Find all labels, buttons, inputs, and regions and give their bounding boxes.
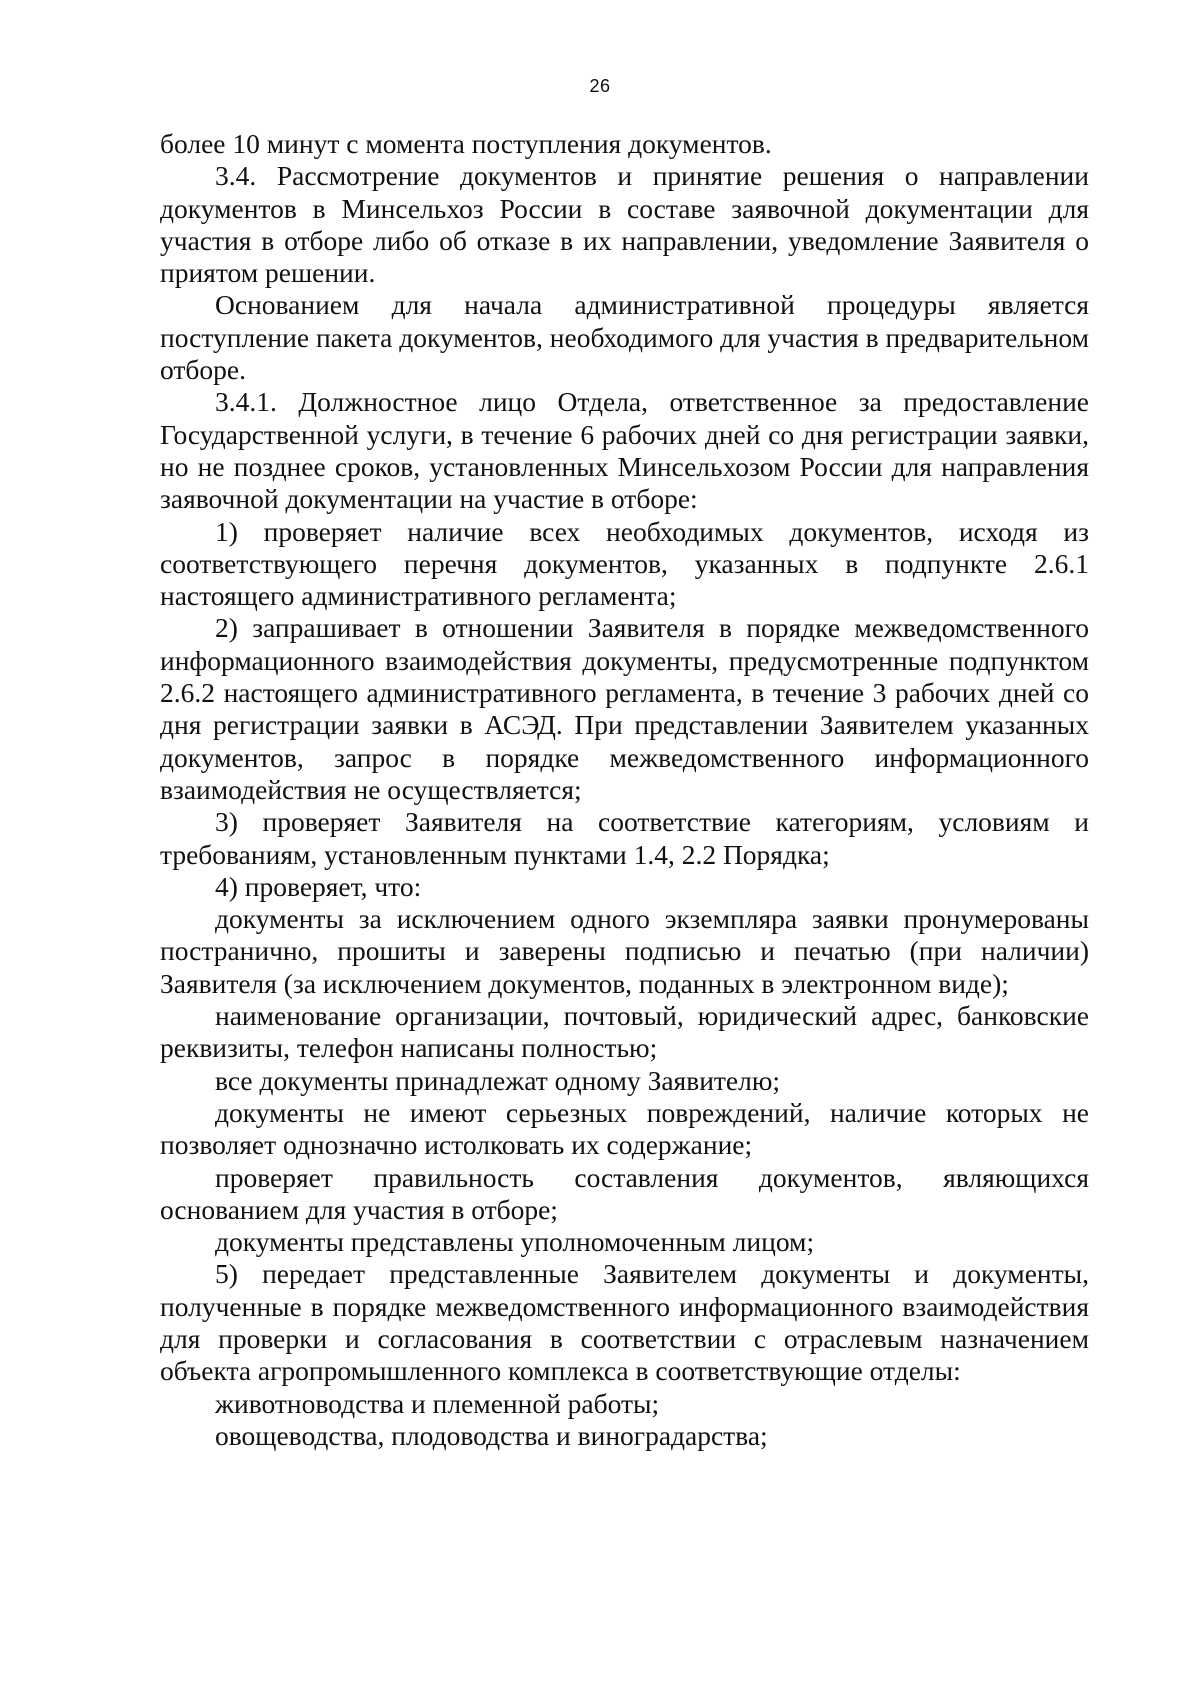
paragraph-section-3-4-1: 3.4.1. Должностное лицо Отдела, ответственное за предоставление Государственной услуги, в течение 6 рабочих дней со дня регистрации заявки, но не позднее сроков, установленных Минсельхозом России для направления заявочной документации на участие в отборе: <box>160 386 1089 515</box>
list-item-1: 1) проверяет наличие всех необходимых документов, исходя из соответствующего перечня документов, указанных в подпункте 2.6.1 настоящего административного регламента; <box>160 515 1089 612</box>
check-item-details: наименование организации, почтовый, юридический адрес, банковские реквизиты, телефон написаны полностью; <box>160 1000 1089 1064</box>
paragraph-basis: Основанием для начала административной процедуры является поступление пакета документов, необходимого для участия в предварительном отборе. <box>160 289 1089 386</box>
document-body <box>160 128 1089 1452</box>
list-item-3: 3) проверяет Заявителя на соответствие категориям, условиям и требованиям, установленным пунктами 1.4, 2.2 Порядка; <box>160 806 1089 870</box>
page-number: 26 <box>589 76 611 96</box>
list-item-5: 5) передает представленные Заявителем документы и документы, полученные в порядке межведомственного информационного взаимодействия для проверки и согласования в соответствии с отраслевым назначением объекта агропромышленного комплекса в соответствующие отделы: <box>160 1258 1089 1387</box>
check-item-correctness: проверяет правильность составления документов, являющихся основанием для участия в отборе; <box>160 1161 1089 1225</box>
list-item-4: 4) проверяет, что: <box>215 870 422 902</box>
check-item-numbering: документы за исключением одного экземпляра заявки пронумерованы постранично, прошиты и заверены подписью и печатью (при наличии) Заявителя (за исключением документов, поданных в электронном виде); <box>160 903 1089 999</box>
check-item-single-applicant: все документы принадлежат одному Заявителю; <box>215 1064 781 1096</box>
paragraph-section-3-4: 3.4. Рассмотрение документов и принятие решения о направлении документов в Минсельхоз России в составе заявочной документации для участия в отборе либо об отказе в их направлении, уведомление Заявителя о приятом решении. <box>160 160 1089 289</box>
department-vegetables: овощеводства, плодоводства и виноградарства; <box>215 1419 768 1451</box>
list-item-2: 2) запрашивает в отношении Заявителя в порядке межведомственного информационного взаимодействия документы, предусмотренные подпунктом 2.6.2 настоящего административного регламента, в течение 3 рабочих дней со дня регистрации заявки в АСЭД. При представлении Заявителем указанных документов, запрос в порядке межведомственного информационного взаимодействия не осуществляется; <box>160 612 1089 805</box>
department-livestock: животноводства и племенной работы; <box>215 1387 660 1419</box>
check-item-no-damage: документы не имеют серьезных повреждений, наличие которых не позволяет однозначно истолковать их содержание; <box>160 1096 1089 1161</box>
check-item-authorized: документы представлены уполномоченным лицом; <box>215 1226 815 1258</box>
paragraph-continuation: более 10 минут с момента поступления документов. <box>160 128 772 159</box>
